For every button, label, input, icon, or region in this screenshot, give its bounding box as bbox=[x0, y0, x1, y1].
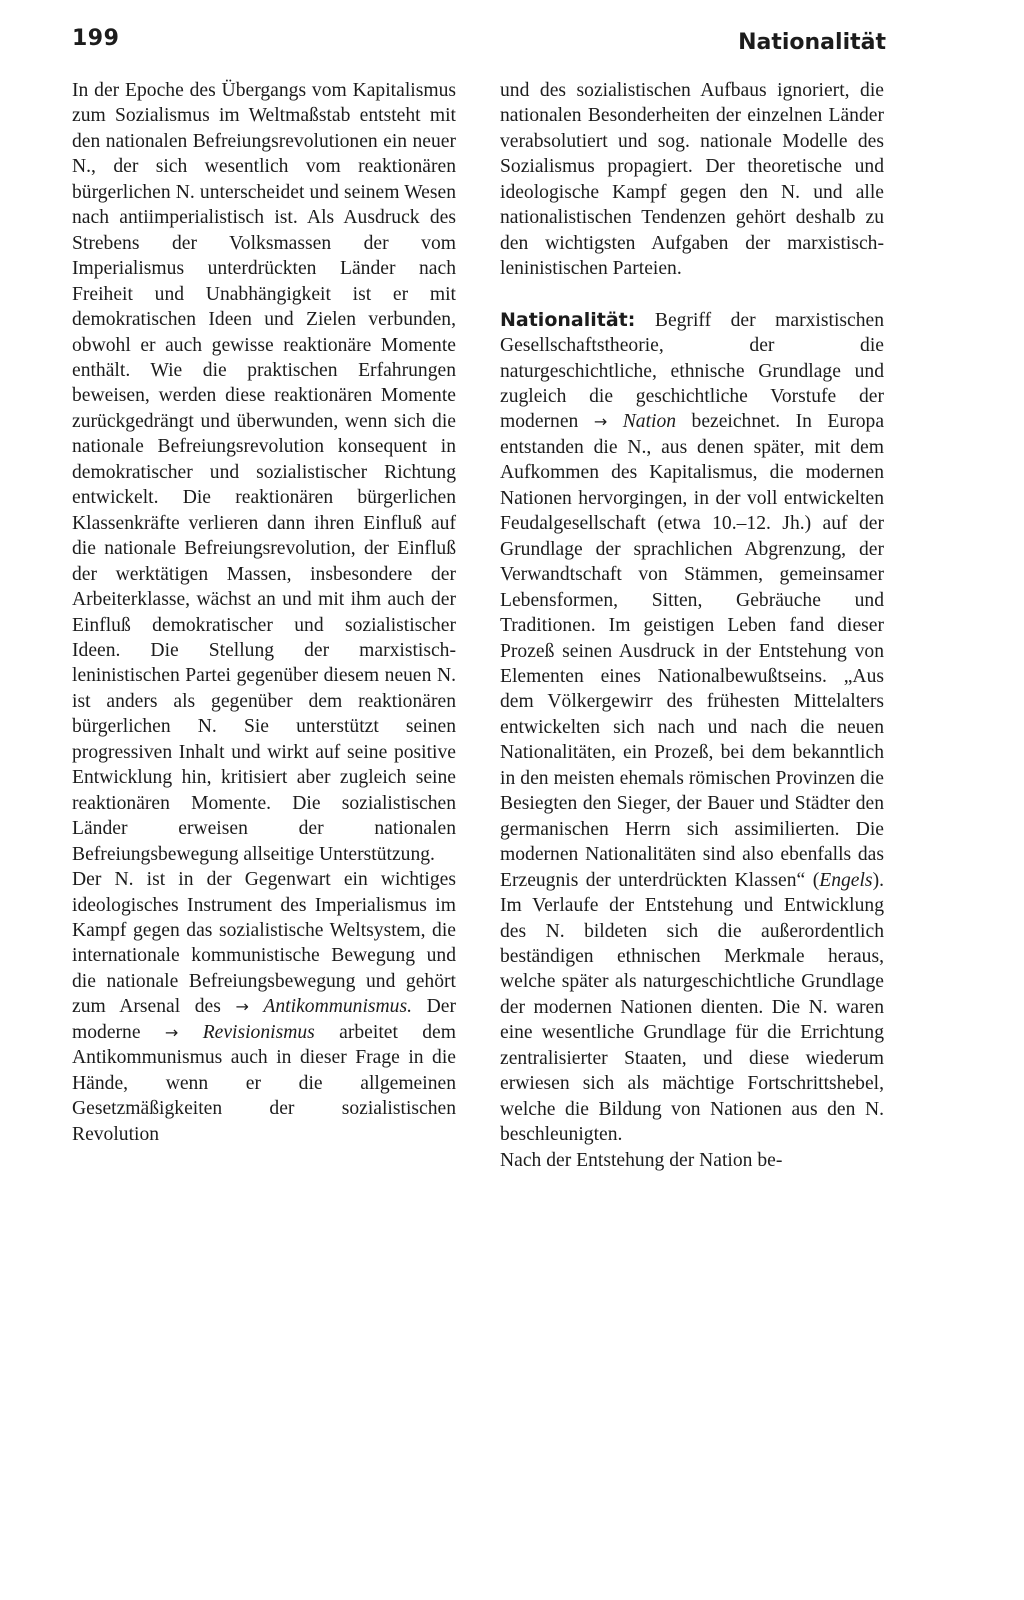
cross-reference-arrow-icon: → bbox=[593, 412, 608, 432]
paragraph-text: bezeichnet. In Europa entstanden die N., aus denen später, mit dem Aufkommen des Kapitalismus, die modernen Nationen hervorgingen, in der voll entwickelten Feudalgesellschaft (etwa 10.–12. Jh.) auf der Grundlage der sprachlichen Abgrenzung, der Verwandtschaft von Stämmen, gemeinsamer Lebensformen, Sitten, Gebräuche und Traditionen. Im geistigen Leben fand dieser Prozeß seinen Ausdruck in der Entstehung von Elementen eines Nationalbewußtseins. „Aus dem Völkergewirr des frühesten Mittelalters entwickelten sich nach und nach die neuen Nationalitäten, ein Prozeß, bei dem bekanntlich in den meisten ehemals römischen Provinzen die Besiegten den Sieger, der Bauer und Städter den germanischen Herrn sich assimilierten. Die modernen Nationalitäten sind also ebenfalls das Erzeugnis der unterdrückten Klassen“ ( bbox=[500, 411, 885, 891]
paragraph: und des sozialistischen Aufbaus ignoriert, die nationalen Besonderheiten der einzelnen Länder verabsolutiert und sog. nationale Modelle des Sozialismus propagiert. Der theoretische und ideologische Kampf gegen den N. und alle nationalistischen Tendenzen gehört deshalb zu den wichtigsten Aufgaben der marxistisch-leninistischen Parteien. bbox=[500, 80, 884, 280]
paragraph bbox=[72, 867, 456, 1147]
paragraph-text: Der N. ist in der Gegenwart ein wichtiges ideologisches Instrument des Imperialismus im Kampf gegen das sozialistische Weltsystem, die internationale kommunistische Bewegung und die nationale Befreiungsbewegung und gehört zum Arsenal des bbox=[72, 869, 456, 1018]
cross-reference-arrow-icon: → bbox=[164, 1022, 179, 1042]
paragraph-text: Begriff der marxistischen Gesellschaftstheorie, der die naturgeschichtliche, ethnische Grundlage und zugleich die geschichtliche Vorstufe der modernen bbox=[500, 309, 884, 433]
paragraph: In der Epoche des Übergangs vom Kapitalismus zum Sozialismus im Weltmaßstab entsteht mit den nationalen Befreiungsrevolutionen ein neuer N., der sich wesentlich vom reaktionären bürgerlichen N. unterscheidet und seinem Wesen nach antiimperialistisch ist. Als Ausdruck des Strebens der Volksmassen der vom Imperialismus unterdrückten Länder nach Freiheit und Unabhängigkeit ist er mit demokratischen Ideen und Zielen verbunden, obwohl er auch gewisse reaktionäre Momente enthält. Wie die praktischen Erfahrungen beweisen, werden diese reaktionären Momente zurückgedrängt und überwunden, wenn sich die nationale Befreiungsrevolution konsequent in demokratischer und sozialistischer Richtung entwickelt. Die reaktionären bürgerlichen Klassenkräfte verlieren dann ihren Einfluß auf die nationale Befreiungsrevolution, der Einfluß der werktätigen Massen, insbesondere der Arbeiterklasse, wächst an und mit ihm auch der Einfluß demokratischer und sozialistischer Ideen. Die Stellung der marxistisch-leninistischen Partei gegenüber diesem neuen N. ist anders als gegenüber dem reaktionären bürgerlichen N. Sie unterstützt seinen progressiven Inhalt und wirkt auf seine positive Entwicklung hin, kritisiert aber zugleich seine reaktionären Momente. Die sozialistischen Länder erweisen der nationalen Befreiungsbewegung allseitige Unterstützung. bbox=[72, 80, 456, 865]
right-column bbox=[500, 78, 884, 1173]
paragraph-text: arbeitet dem Antikommunismus auch in dieser Frage in die Hände, wenn er die allgemeinen Gesetzmäßigkeiten der sozialistischen Revolution bbox=[72, 1021, 456, 1145]
paragraph-text: Der moderne bbox=[72, 996, 456, 1043]
cross-reference-link[interactable]: Revisionismus bbox=[202, 1021, 315, 1043]
paragraph: Nach der Entstehung der Nation be- bbox=[500, 1149, 783, 1171]
page-number: 199 bbox=[72, 26, 120, 51]
left-column bbox=[72, 78, 456, 1147]
entry-headword: Nationalität: bbox=[500, 308, 636, 331]
cross-reference-arrow-icon: → bbox=[235, 997, 249, 1017]
dictionary-entry bbox=[500, 308, 884, 1148]
cross-reference-link[interactable]: Nation bbox=[622, 411, 677, 433]
author-citation: Engels bbox=[819, 869, 873, 891]
running-head: Nationalität bbox=[738, 30, 886, 55]
paragraph-text: ). Im Verlaufe der Entstehung und Entwicklung des N. bildeten sich die außerordentlich beständigen ethnischen Merkmale heraus, welche später als naturgeschichtliche Grundlage der modernen Nationen dienten. Die N. waren eine wesentliche Grundlage für die Errichtung zentralisierter Staaten, und diese wiederum erwiesen sich als mächtige Fortschrittshebel, welche die Bildung von Nationen aus den N. beschleunigten. bbox=[500, 869, 884, 1146]
cross-reference-link[interactable]: Antikommunismus. bbox=[263, 996, 413, 1018]
